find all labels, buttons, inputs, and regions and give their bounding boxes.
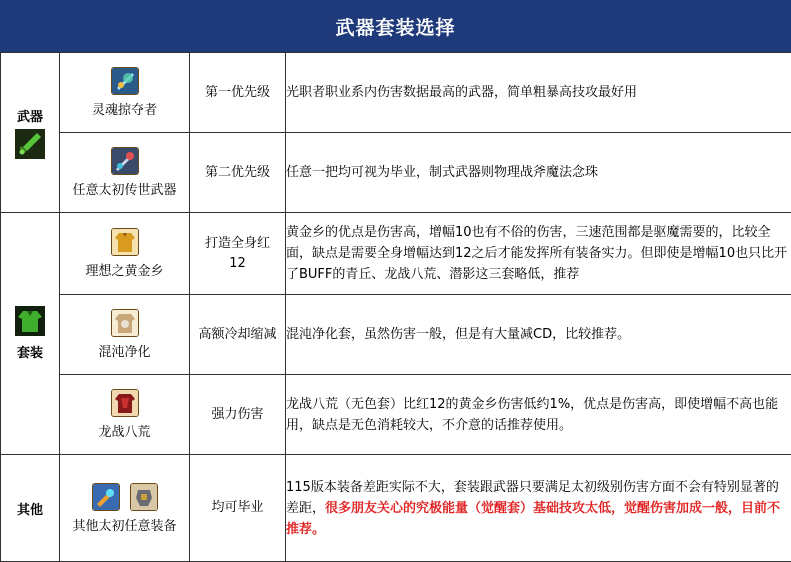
table-row xyxy=(1,455,791,562)
item-name: 灵魂掠夺者 xyxy=(60,99,189,118)
equipment-table xyxy=(0,52,791,562)
item-name: 龙战八荒 xyxy=(60,421,189,440)
other-category-label: 其他 xyxy=(17,503,43,518)
ornate-weapon-icon xyxy=(111,147,139,175)
item-cell xyxy=(60,133,190,213)
item-cell xyxy=(60,375,190,455)
silver-armor-icon xyxy=(111,309,139,337)
green-armor-icon xyxy=(15,306,45,336)
relic-icon xyxy=(92,483,120,511)
description-cell: 混沌净化套，虽然伤害一般，但是有大量减CD，比较推荐。 xyxy=(286,295,791,375)
page-title: 武器套装选择 xyxy=(0,0,791,52)
weapon-category-cell xyxy=(1,53,60,213)
other-category-cell xyxy=(1,455,60,562)
priority-cell: 高额冷却缩减 xyxy=(190,295,286,375)
weapon-category-label: 武器 xyxy=(17,110,43,125)
red-dragon-armor-icon xyxy=(111,389,139,417)
description-cell: 任意一把均可视为毕业，制式武器则物理战斧魔法念珠 xyxy=(286,133,791,213)
priority-cell: 均可毕业 xyxy=(190,455,286,562)
item-name: 其他太初任意装备 xyxy=(60,515,189,534)
priority-cell: 第二优先级 xyxy=(190,133,286,213)
warning-text: 很多朋友关心的究极能量（觉醒套）基础技攻太低，觉醒伤害加成一般，目前不推荐。 xyxy=(286,501,780,537)
description-text: 115版本装备差距实际不大，套装跟武器只要满足太初级别伤害方面不会有特别显著的差距， xyxy=(286,480,779,516)
armor-category-cell xyxy=(1,213,60,455)
item-name: 混沌净化 xyxy=(60,341,189,360)
other-icons xyxy=(60,483,189,511)
table-row xyxy=(1,375,791,455)
green-sword-icon xyxy=(15,129,45,159)
golden-armor-icon xyxy=(111,228,139,256)
item-name: 理想之黄金乡 xyxy=(60,260,189,279)
item-name: 任意太初传世武器 xyxy=(60,179,189,198)
description-cell: 龙战八荒（无色套）比红12的黄金乡伤害低约1%，优点是伤害高，即使增幅不高也能用，缺点是无色消耗较大，不介意的话推荐使用。 xyxy=(286,375,791,455)
spirit-weapon-icon xyxy=(111,67,139,95)
table-row xyxy=(1,53,791,133)
gauntlet-icon xyxy=(130,483,158,511)
description-cell: 光职者职业系内伤害数据最高的武器，简单粗暴高技攻最好用 xyxy=(286,53,791,133)
item-cell xyxy=(60,53,190,133)
item-cell xyxy=(60,295,190,375)
table-row xyxy=(1,133,791,213)
item-cell xyxy=(60,455,190,562)
table-row xyxy=(1,213,791,295)
priority-cell: 打造全身红12 xyxy=(190,213,286,295)
description-cell xyxy=(286,455,791,562)
description-cell: 黄金乡的优点是伤害高，增幅10也有不俗的伤害，三速范围都是驱魔需要的，比较全面，缺点是需要全身增幅达到12之后才能发挥所有装备实力。但即使是增幅10也只比开了BUFF的青丘、龙战八荒、潜影这三套略低，推荐 xyxy=(286,213,791,295)
priority-cell: 第一优先级 xyxy=(190,53,286,133)
armor-category-label: 套装 xyxy=(17,346,43,361)
item-cell xyxy=(60,213,190,295)
table-row xyxy=(1,295,791,375)
priority-cell: 强力伤害 xyxy=(190,375,286,455)
